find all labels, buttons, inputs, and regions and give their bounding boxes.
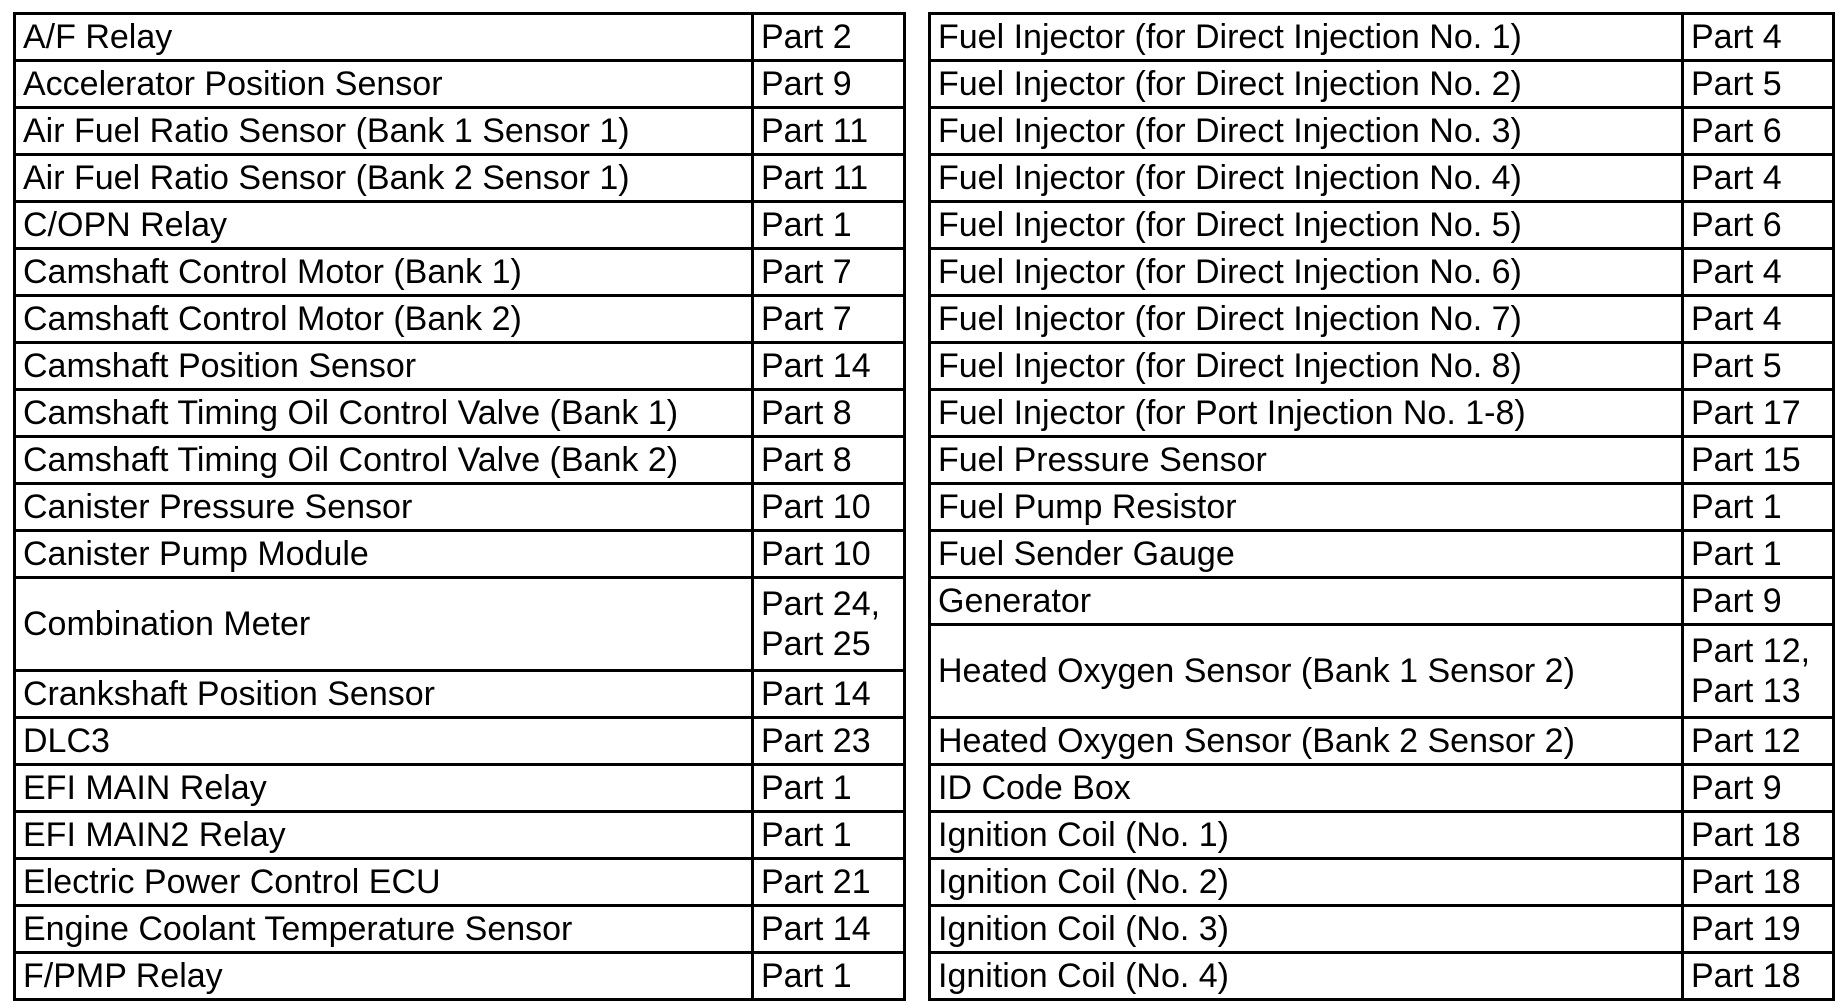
table-row — [15, 718, 905, 765]
component-name-cell: Fuel Pump Resistor — [930, 484, 1683, 531]
part-reference: Part 8 — [761, 393, 852, 432]
part-reference: Part 2 — [761, 17, 852, 56]
part-reference: Part 13 — [1691, 672, 1801, 710]
part-reference: Part 9 — [761, 64, 852, 103]
table-row — [15, 296, 905, 343]
component-name-cell: EFI MAIN Relay — [15, 765, 753, 812]
part-reference: Part 19 — [1691, 909, 1801, 948]
part-reference: Part 23 — [761, 721, 871, 760]
part-reference: Part 5 — [1691, 346, 1782, 385]
component-name-cell: Fuel Pressure Sensor — [930, 437, 1683, 484]
part-reference-cell — [1683, 249, 1834, 296]
table-row — [15, 61, 905, 108]
part-reference-cell — [1683, 578, 1834, 625]
part-reference-cell — [753, 61, 905, 108]
part-reference-cell — [753, 202, 905, 249]
table-row — [15, 437, 905, 484]
part-reference: Part 18 — [1691, 862, 1801, 901]
part-reference: Part 4 — [1691, 17, 1782, 56]
table-row — [930, 61, 1834, 108]
component-name-cell: Air Fuel Ratio Sensor (Bank 1 Sensor 1) — [15, 108, 753, 155]
table-row — [930, 14, 1834, 61]
table-row — [15, 249, 905, 296]
part-reference: Part 25 — [761, 625, 871, 663]
component-table-left-body — [15, 14, 905, 1000]
part-reference: Part 14 — [761, 909, 871, 948]
component-name-cell: DLC3 — [15, 718, 753, 765]
table-row — [15, 953, 905, 1000]
part-reference-cell — [753, 578, 905, 671]
component-name-cell: Fuel Injector (for Direct Injection No. 5) — [930, 202, 1683, 249]
part-reference: Part 1 — [761, 768, 852, 807]
part-reference-cell — [753, 484, 905, 531]
part-reference-cell — [753, 390, 905, 437]
table-row — [930, 765, 1834, 812]
table-row — [930, 155, 1834, 202]
table-row — [15, 484, 905, 531]
table-row — [15, 765, 905, 812]
component-name-cell: Heated Oxygen Sensor (Bank 2 Sensor 2) — [930, 718, 1683, 765]
table-row — [930, 249, 1834, 296]
part-reference: Part 6 — [1691, 111, 1782, 150]
component-name-cell: Ignition Coil (No. 3) — [930, 906, 1683, 953]
component-table-right-body — [930, 14, 1834, 1000]
part-reference-cell — [753, 531, 905, 578]
part-reference: Part 17 — [1691, 393, 1801, 432]
part-reference: Part 4 — [1691, 252, 1782, 291]
part-reference-cell — [1683, 437, 1834, 484]
component-name-cell: Fuel Injector (for Direct Injection No. 2) — [930, 61, 1683, 108]
part-reference: Part 14 — [761, 346, 871, 385]
component-name-cell: Camshaft Position Sensor — [15, 343, 753, 390]
part-reference: Part 12 — [1691, 721, 1801, 760]
component-name-cell: Fuel Injector (for Direct Injection No. 7) — [930, 296, 1683, 343]
part-reference: Part 7 — [761, 299, 852, 338]
part-reference-cell — [1683, 390, 1834, 437]
component-name-cell: Electric Power Control ECU — [15, 859, 753, 906]
table-row — [15, 578, 905, 671]
component-name-cell: Combination Meter — [15, 578, 753, 671]
table-row — [930, 202, 1834, 249]
part-reference-cell — [753, 249, 905, 296]
component-table-right — [928, 12, 1835, 1001]
part-reference: Part 7 — [761, 252, 852, 291]
part-reference-cell — [753, 953, 905, 1000]
part-reference-cell — [753, 718, 905, 765]
part-reference: Part 1 — [761, 815, 852, 854]
component-name-cell: Air Fuel Ratio Sensor (Bank 2 Sensor 1) — [15, 155, 753, 202]
table-row — [930, 906, 1834, 953]
part-reference-cell — [1683, 718, 1834, 765]
table-row — [930, 343, 1834, 390]
component-name-cell: Ignition Coil (No. 4) — [930, 953, 1683, 1000]
part-reference-cell — [753, 296, 905, 343]
table-row — [15, 155, 905, 202]
part-reference-cell — [1683, 531, 1834, 578]
part-reference: Part 1 — [761, 205, 852, 244]
table-row — [15, 531, 905, 578]
table-row — [930, 812, 1834, 859]
table-row — [930, 953, 1834, 1000]
part-reference: Part 11 — [761, 111, 869, 150]
component-name-cell: Camshaft Timing Oil Control Valve (Bank 2) — [15, 437, 753, 484]
component-name-cell: Generator — [930, 578, 1683, 625]
part-reference: Part 5 — [1691, 64, 1782, 103]
table-row — [15, 859, 905, 906]
part-reference-cell — [753, 14, 905, 61]
table-row — [930, 625, 1834, 718]
part-reference-cell — [753, 437, 905, 484]
part-reference: Part 24, — [761, 584, 881, 623]
component-name-cell: Camshaft Control Motor (Bank 2) — [15, 296, 753, 343]
part-reference: Part 4 — [1691, 158, 1782, 197]
part-reference: Part 9 — [1691, 768, 1782, 807]
table-row — [930, 108, 1834, 155]
part-reference: Part 4 — [1691, 299, 1782, 338]
component-name-cell: Fuel Injector (for Direct Injection No. 6) — [930, 249, 1683, 296]
part-reference: Part 10 — [761, 487, 871, 526]
table-row — [930, 859, 1834, 906]
part-reference: Part 8 — [761, 440, 852, 479]
part-reference-cell — [1683, 859, 1834, 906]
part-reference: Part 18 — [1691, 956, 1801, 995]
table-row — [930, 437, 1834, 484]
part-reference-cell — [1683, 202, 1834, 249]
part-reference: Part 11 — [761, 158, 869, 197]
component-name-cell: Fuel Sender Gauge — [930, 531, 1683, 578]
part-reference-cell — [1683, 906, 1834, 953]
table-row — [930, 484, 1834, 531]
part-reference-cell — [753, 906, 905, 953]
table-row — [15, 202, 905, 249]
component-name-cell: Camshaft Timing Oil Control Valve (Bank 1) — [15, 390, 753, 437]
part-reference-cell — [1683, 765, 1834, 812]
table-row — [15, 671, 905, 718]
part-reference-cell — [1683, 343, 1834, 390]
table-row — [15, 343, 905, 390]
table-row — [15, 108, 905, 155]
part-reference-cell — [753, 859, 905, 906]
part-reference-cell — [1683, 625, 1834, 718]
table-row — [15, 390, 905, 437]
part-reference: Part 6 — [1691, 205, 1782, 244]
component-name-cell: Accelerator Position Sensor — [15, 61, 753, 108]
part-reference: Part 21 — [761, 862, 871, 901]
component-table-left — [13, 12, 906, 1001]
component-name-cell: Ignition Coil (No. 2) — [930, 859, 1683, 906]
part-reference-cell — [753, 108, 905, 155]
table-row — [930, 718, 1834, 765]
part-reference: Part 9 — [1691, 581, 1782, 620]
table-row — [930, 390, 1834, 437]
part-reference: Part 18 — [1691, 815, 1801, 854]
component-name-cell: Camshaft Control Motor (Bank 1) — [15, 249, 753, 296]
component-name-cell: Canister Pressure Sensor — [15, 484, 753, 531]
part-reference: Part 1 — [1691, 534, 1782, 573]
component-name-cell: F/PMP Relay — [15, 953, 753, 1000]
part-reference-cell — [1683, 108, 1834, 155]
part-reference-cell — [1683, 155, 1834, 202]
component-name-cell: ID Code Box — [930, 765, 1683, 812]
part-reference-cell — [1683, 61, 1834, 108]
part-reference-cell — [1683, 14, 1834, 61]
part-reference: Part 1 — [761, 956, 852, 995]
part-reference-cell — [1683, 953, 1834, 1000]
part-reference-cell — [753, 343, 905, 390]
component-name-cell: C/OPN Relay — [15, 202, 753, 249]
table-row — [15, 14, 905, 61]
component-name-cell: Fuel Injector (for Direct Injection No. 1) — [930, 14, 1683, 61]
part-reference: Part 12, — [1691, 631, 1811, 670]
part-reference: Part 1 — [1691, 487, 1782, 526]
part-reference-cell — [1683, 812, 1834, 859]
part-reference-cell — [753, 155, 905, 202]
part-reference-cell — [753, 812, 905, 859]
component-name-cell: A/F Relay — [15, 14, 753, 61]
table-row — [15, 812, 905, 859]
part-reference-cell — [1683, 484, 1834, 531]
table-row — [930, 531, 1834, 578]
component-name-cell: Heated Oxygen Sensor (Bank 1 Sensor 2) — [930, 625, 1683, 718]
part-reference-cell — [1683, 296, 1834, 343]
component-name-cell: Fuel Injector (for Direct Injection No. 8) — [930, 343, 1683, 390]
table-row — [930, 296, 1834, 343]
component-name-cell: Fuel Injector (for Direct Injection No. 3) — [930, 108, 1683, 155]
part-reference: Part 10 — [761, 534, 871, 573]
component-name-cell: Engine Coolant Temperature Sensor — [15, 906, 753, 953]
component-name-cell: Ignition Coil (No. 1) — [930, 812, 1683, 859]
component-name-cell: Canister Pump Module — [15, 531, 753, 578]
part-reference: Part 14 — [761, 674, 871, 713]
component-name-cell: Fuel Injector (for Port Injection No. 1-8) — [930, 390, 1683, 437]
part-reference-cell — [753, 765, 905, 812]
part-reference-cell — [753, 671, 905, 718]
part-reference: Part 15 — [1691, 440, 1801, 479]
component-name-cell: Crankshaft Position Sensor — [15, 671, 753, 718]
component-name-cell: EFI MAIN2 Relay — [15, 812, 753, 859]
component-name-cell: Fuel Injector (for Direct Injection No. 4) — [930, 155, 1683, 202]
table-row — [930, 578, 1834, 625]
table-row — [15, 906, 905, 953]
